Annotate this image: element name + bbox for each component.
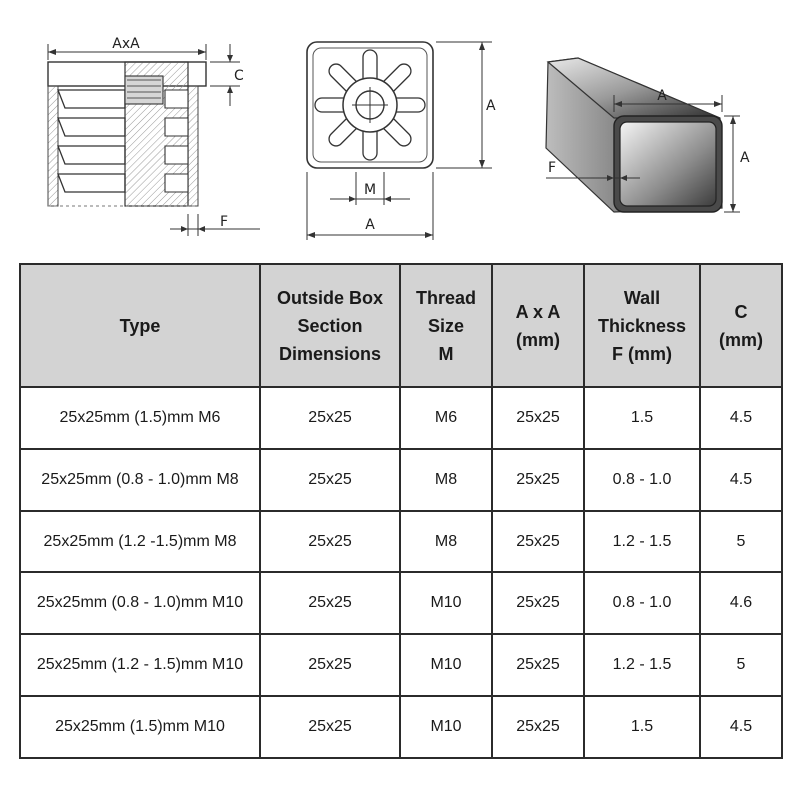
cell-outside-box: 25x25 <box>260 449 400 511</box>
cell-type: 25x25mm (0.8 - 1.0)mm M8 <box>20 449 260 511</box>
side-cap-label: C <box>234 68 244 84</box>
table-row <box>20 387 782 449</box>
cell-type: 25x25mm (1.5)mm M6 <box>20 387 260 449</box>
header-line: F (mm) <box>612 343 672 364</box>
cell-c: 5 <box>700 634 782 696</box>
header-line: Outside Box <box>276 287 383 308</box>
cell-wall-thickness: 0.8 - 1.0 <box>584 572 700 634</box>
header-type <box>20 264 260 387</box>
header-line: Dimensions <box>278 343 382 364</box>
header-line: C <box>734 301 748 322</box>
cell-c: 4.5 <box>700 449 782 511</box>
header-line: (mm) <box>719 329 763 350</box>
header-line: Section <box>297 315 363 336</box>
table-row <box>20 572 782 634</box>
tube-wall-label: F <box>548 160 557 176</box>
cell-outside-box: 25x25 <box>260 387 400 449</box>
cell-c: 5 <box>700 511 782 573</box>
cell-outside-box: 25x25 <box>260 572 400 634</box>
cell-outside-box: 25x25 <box>260 696 400 758</box>
cell-c: 4.6 <box>700 572 782 634</box>
header-wall-thickness <box>584 264 700 387</box>
cell-axa: 25x25 <box>492 387 584 449</box>
top-width-label: A <box>365 217 375 233</box>
top-height-label: A <box>486 98 496 114</box>
table-row <box>20 634 782 696</box>
cell-c: 4.5 <box>700 696 782 758</box>
cell-wall-thickness: 1.5 <box>584 696 700 758</box>
cell-c: 4.5 <box>700 387 782 449</box>
square-tube-illustration <box>546 58 740 212</box>
header-type-line: Type <box>119 315 161 336</box>
header-line: Wall <box>623 287 661 308</box>
side-section-view <box>48 44 260 236</box>
header-line: Thickness <box>597 315 687 336</box>
header-row <box>20 264 782 387</box>
cell-thread-size: M10 <box>400 696 492 758</box>
table-row <box>20 696 782 758</box>
cell-outside-box: 25x25 <box>260 634 400 696</box>
cell-wall-thickness: 1.5 <box>584 387 700 449</box>
header-line: A x A <box>515 301 561 322</box>
cell-axa: 25x25 <box>492 572 584 634</box>
cell-type: 25x25mm (1.5)mm M10 <box>20 696 260 758</box>
tube-height-label: A <box>740 150 750 166</box>
cell-axa: 25x25 <box>492 634 584 696</box>
cell-wall-thickness: 0.8 - 1.0 <box>584 449 700 511</box>
specification-table <box>19 263 783 759</box>
side-wall-label: F <box>220 214 229 230</box>
header-line: (mm) <box>516 329 560 350</box>
drawings-svg <box>0 0 800 255</box>
header-c <box>700 264 782 387</box>
technical-drawings <box>0 0 800 255</box>
table-row <box>20 511 782 573</box>
header-line: M <box>438 343 454 364</box>
header-thread-size <box>400 264 492 387</box>
cell-outside-box: 25x25 <box>260 511 400 573</box>
cell-thread-size: M6 <box>400 387 492 449</box>
header-axa <box>492 264 584 387</box>
cell-axa: 25x25 <box>492 449 584 511</box>
cell-thread-size: M10 <box>400 572 492 634</box>
cell-thread-size: M8 <box>400 449 492 511</box>
header-line: Thread <box>415 287 476 308</box>
cell-thread-size: M8 <box>400 511 492 573</box>
top-thread-label: M <box>363 182 377 198</box>
side-width-label: AxA <box>112 36 140 52</box>
cell-thread-size: M10 <box>400 634 492 696</box>
cell-type: 25x25mm (0.8 - 1.0)mm M10 <box>20 572 260 634</box>
header-outside-box <box>260 264 400 387</box>
cell-type: 25x25mm (1.2 - 1.5)mm M10 <box>20 634 260 696</box>
cell-wall-thickness: 1.2 - 1.5 <box>584 511 700 573</box>
cell-axa: 25x25 <box>492 696 584 758</box>
tube-width-label: A <box>657 88 667 104</box>
header-line: Size <box>427 315 465 336</box>
cell-wall-thickness: 1.2 - 1.5 <box>584 634 700 696</box>
cell-type: 25x25mm (1.2 -1.5)mm M8 <box>20 511 260 573</box>
top-view <box>307 42 492 240</box>
cell-axa: 25x25 <box>492 511 584 573</box>
table-row <box>20 449 782 511</box>
